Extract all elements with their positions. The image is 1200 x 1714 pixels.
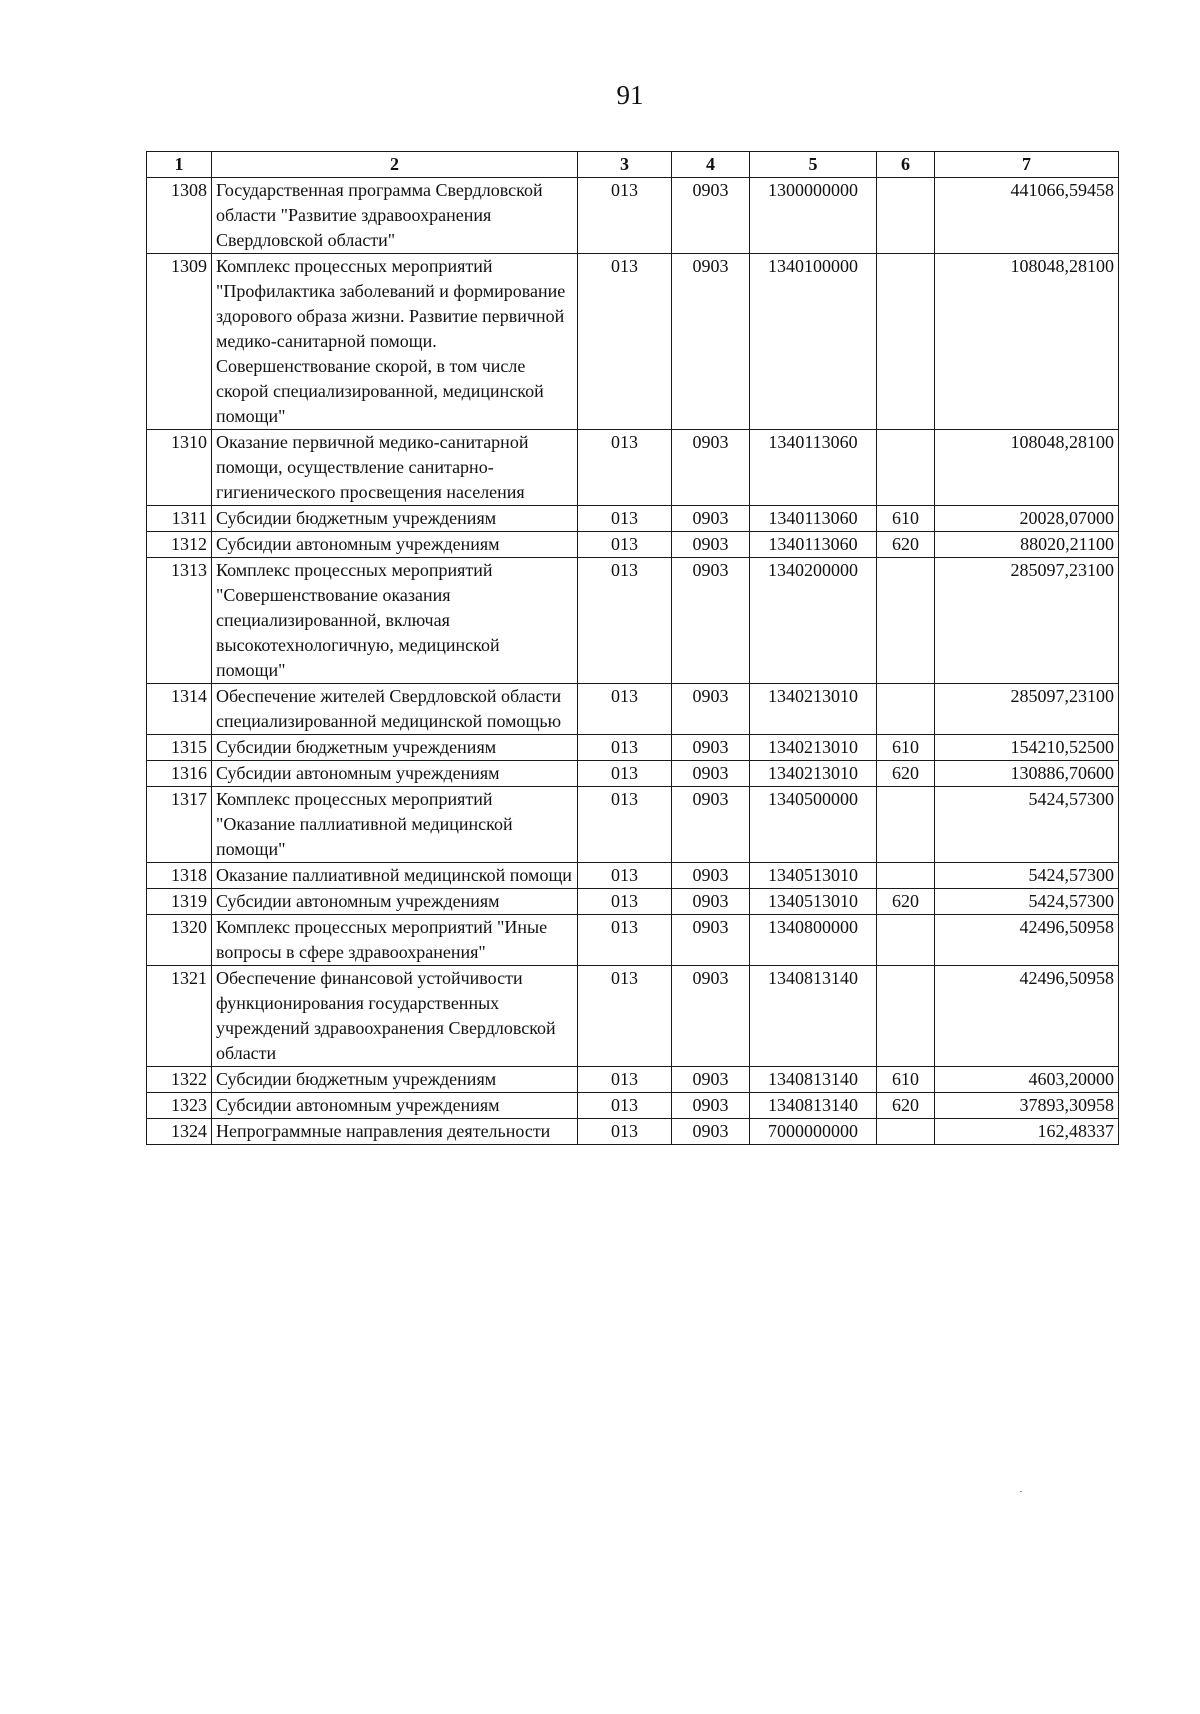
expense-type-cell xyxy=(877,1119,935,1145)
table-row xyxy=(147,1093,1119,1119)
target-article-cell: 1340213010 xyxy=(750,761,877,787)
section-code-cell: 0903 xyxy=(672,1119,750,1145)
ministry-code-cell: 013 xyxy=(578,761,672,787)
section-code-cell: 0903 xyxy=(672,915,750,966)
section-code-cell: 0903 xyxy=(672,430,750,506)
target-article-cell: 1340213010 xyxy=(750,684,877,735)
row-number-cell: 1323 xyxy=(147,1093,212,1119)
item-name-cell: Субсидии бюджетным учреждениям xyxy=(212,735,578,761)
section-code-cell: 0903 xyxy=(672,787,750,863)
item-name-cell: Обеспечение жителей Свердловской области специализированной медицинской помощью xyxy=(212,684,578,735)
ministry-code-cell: 013 xyxy=(578,966,672,1067)
target-article-cell: 1340800000 xyxy=(750,915,877,966)
item-name-cell: Комплекс процессных мероприятий "Совершенствование оказания специализированной, включая высокотехнологичную, медицинской помощи" xyxy=(212,558,578,684)
row-number-cell: 1309 xyxy=(147,254,212,430)
table-row xyxy=(147,1067,1119,1093)
row-number-cell: 1324 xyxy=(147,1119,212,1145)
table-body xyxy=(147,178,1119,1145)
target-article-cell: 1340813140 xyxy=(750,1067,877,1093)
budget-table xyxy=(146,151,1119,1145)
table-row xyxy=(147,506,1119,532)
ministry-code-cell: 013 xyxy=(578,915,672,966)
amount-cell: 5424,57300 xyxy=(935,889,1119,915)
amount-cell: 88020,21100 xyxy=(935,532,1119,558)
ministry-code-cell: 013 xyxy=(578,532,672,558)
amount-cell: 162,48337 xyxy=(935,1119,1119,1145)
column-header: 4 xyxy=(672,152,750,178)
amount-cell: 285097,23100 xyxy=(935,558,1119,684)
section-code-cell: 0903 xyxy=(672,178,750,254)
expense-type-cell xyxy=(877,863,935,889)
item-name-cell: Обеспечение финансовой устойчивости функционирования государственных учреждений здравоохранения Свердловской области xyxy=(212,966,578,1067)
column-header: 2 xyxy=(212,152,578,178)
column-header: 1 xyxy=(147,152,212,178)
ministry-code-cell: 013 xyxy=(578,735,672,761)
item-name-cell: Субсидии бюджетным учреждениям xyxy=(212,1067,578,1093)
row-number-cell: 1315 xyxy=(147,735,212,761)
target-article-cell: 1340500000 xyxy=(750,787,877,863)
column-header: 7 xyxy=(935,152,1119,178)
amount-cell: 20028,07000 xyxy=(935,506,1119,532)
table-row xyxy=(147,1119,1119,1145)
expense-type-cell xyxy=(877,558,935,684)
target-article-cell: 1340200000 xyxy=(750,558,877,684)
ministry-code-cell: 013 xyxy=(578,430,672,506)
section-code-cell: 0903 xyxy=(672,1093,750,1119)
expense-type-cell: 620 xyxy=(877,1093,935,1119)
section-code-cell: 0903 xyxy=(672,761,750,787)
item-name-cell: Непрограммные направления деятельности xyxy=(212,1119,578,1145)
item-name-cell: Комплекс процессных мероприятий "Оказание паллиативной медицинской помощи" xyxy=(212,787,578,863)
target-article-cell: 1340113060 xyxy=(750,430,877,506)
item-name-cell: Субсидии автономным учреждениям xyxy=(212,761,578,787)
target-article-cell: 1340213010 xyxy=(750,735,877,761)
expense-type-cell: 620 xyxy=(877,889,935,915)
section-code-cell: 0903 xyxy=(672,684,750,735)
section-code-cell: 0903 xyxy=(672,889,750,915)
target-article-cell: 1340513010 xyxy=(750,889,877,915)
section-code-cell: 0903 xyxy=(672,966,750,1067)
amount-cell: 42496,50958 xyxy=(935,915,1119,966)
amount-cell: 37893,30958 xyxy=(935,1093,1119,1119)
column-header: 5 xyxy=(750,152,877,178)
expense-type-cell: 610 xyxy=(877,735,935,761)
row-number-cell: 1321 xyxy=(147,966,212,1067)
item-name-cell: Оказание паллиативной медицинской помощи xyxy=(212,863,578,889)
table-header-row xyxy=(147,152,1119,178)
row-number-cell: 1314 xyxy=(147,684,212,735)
table-row xyxy=(147,684,1119,735)
expense-type-cell: 610 xyxy=(877,1067,935,1093)
target-article-cell: 1300000000 xyxy=(750,178,877,254)
expense-type-cell xyxy=(877,178,935,254)
ministry-code-cell: 013 xyxy=(578,178,672,254)
item-name-cell: Субсидии автономным учреждениям xyxy=(212,889,578,915)
ministry-code-cell: 013 xyxy=(578,863,672,889)
table-row xyxy=(147,761,1119,787)
expense-type-cell xyxy=(877,684,935,735)
ministry-code-cell: 013 xyxy=(578,558,672,684)
table-row xyxy=(147,735,1119,761)
amount-cell: 108048,28100 xyxy=(935,430,1119,506)
row-number-cell: 1310 xyxy=(147,430,212,506)
ministry-code-cell: 013 xyxy=(578,254,672,430)
item-name-cell: Субсидии бюджетным учреждениям xyxy=(212,506,578,532)
section-code-cell: 0903 xyxy=(672,532,750,558)
ministry-code-cell: 013 xyxy=(578,684,672,735)
amount-cell: 42496,50958 xyxy=(935,966,1119,1067)
column-header: 6 xyxy=(877,152,935,178)
expense-type-cell xyxy=(877,430,935,506)
expense-type-cell: 620 xyxy=(877,532,935,558)
amount-cell: 285097,23100 xyxy=(935,684,1119,735)
target-article-cell: 1340813140 xyxy=(750,1093,877,1119)
section-code-cell: 0903 xyxy=(672,254,750,430)
row-number-cell: 1311 xyxy=(147,506,212,532)
section-code-cell: 0903 xyxy=(672,735,750,761)
section-code-cell: 0903 xyxy=(672,863,750,889)
item-name-cell: Государственная программа Свердловской области "Развитие здравоохранения Свердловской области" xyxy=(212,178,578,254)
ministry-code-cell: 013 xyxy=(578,889,672,915)
scan-speck xyxy=(1020,1491,1022,1492)
amount-cell: 5424,57300 xyxy=(935,863,1119,889)
table-row xyxy=(147,178,1119,254)
expense-type-cell xyxy=(877,915,935,966)
expense-type-cell: 610 xyxy=(877,506,935,532)
item-name-cell: Комплекс процессных мероприятий "Иные вопросы в сфере здравоохранения" xyxy=(212,915,578,966)
amount-cell: 154210,52500 xyxy=(935,735,1119,761)
expense-type-cell xyxy=(877,787,935,863)
ministry-code-cell: 013 xyxy=(578,1067,672,1093)
table-row xyxy=(147,254,1119,430)
target-article-cell: 1340813140 xyxy=(750,966,877,1067)
target-article-cell: 1340100000 xyxy=(750,254,877,430)
table-row xyxy=(147,430,1119,506)
ministry-code-cell: 013 xyxy=(578,787,672,863)
target-article-cell: 1340113060 xyxy=(750,532,877,558)
expense-type-cell: 620 xyxy=(877,761,935,787)
row-number-cell: 1322 xyxy=(147,1067,212,1093)
row-number-cell: 1317 xyxy=(147,787,212,863)
section-code-cell: 0903 xyxy=(672,1067,750,1093)
amount-cell: 441066,59458 xyxy=(935,178,1119,254)
row-number-cell: 1312 xyxy=(147,532,212,558)
table-row xyxy=(147,915,1119,966)
expense-type-cell xyxy=(877,966,935,1067)
row-number-cell: 1316 xyxy=(147,761,212,787)
target-article-cell: 7000000000 xyxy=(750,1119,877,1145)
page-number: 91 xyxy=(616,80,644,110)
table-row xyxy=(147,532,1119,558)
amount-cell: 130886,70600 xyxy=(935,761,1119,787)
row-number-cell: 1318 xyxy=(147,863,212,889)
column-header: 3 xyxy=(578,152,672,178)
table-row xyxy=(147,558,1119,684)
amount-cell: 5424,57300 xyxy=(935,787,1119,863)
section-code-cell: 0903 xyxy=(672,558,750,684)
ministry-code-cell: 013 xyxy=(578,1119,672,1145)
row-number-cell: 1308 xyxy=(147,178,212,254)
row-number-cell: 1313 xyxy=(147,558,212,684)
row-number-cell: 1320 xyxy=(147,915,212,966)
amount-cell: 4603,20000 xyxy=(935,1067,1119,1093)
ministry-code-cell: 013 xyxy=(578,506,672,532)
row-number-cell: 1319 xyxy=(147,889,212,915)
item-name-cell: Оказание первичной медико-санитарной помощи, осуществление санитарно-гигиенического просвещения населения xyxy=(212,430,578,506)
target-article-cell: 1340513010 xyxy=(750,863,877,889)
target-article-cell: 1340113060 xyxy=(750,506,877,532)
expense-type-cell xyxy=(877,254,935,430)
table-row xyxy=(147,966,1119,1067)
table-row xyxy=(147,863,1119,889)
item-name-cell: Субсидии автономным учреждениям xyxy=(212,1093,578,1119)
amount-cell: 108048,28100 xyxy=(935,254,1119,430)
table-row xyxy=(147,787,1119,863)
table-row xyxy=(147,889,1119,915)
ministry-code-cell: 013 xyxy=(578,1093,672,1119)
section-code-cell: 0903 xyxy=(672,506,750,532)
item-name-cell: Субсидии автономным учреждениям xyxy=(212,532,578,558)
item-name-cell: Комплекс процессных мероприятий "Профилактика заболеваний и формирование здорового образа жизни. Развитие первичной медико-санитарной помощи. Совершенствование скорой, в том числе скорой специализированной, медицинской помощи" xyxy=(212,254,578,430)
